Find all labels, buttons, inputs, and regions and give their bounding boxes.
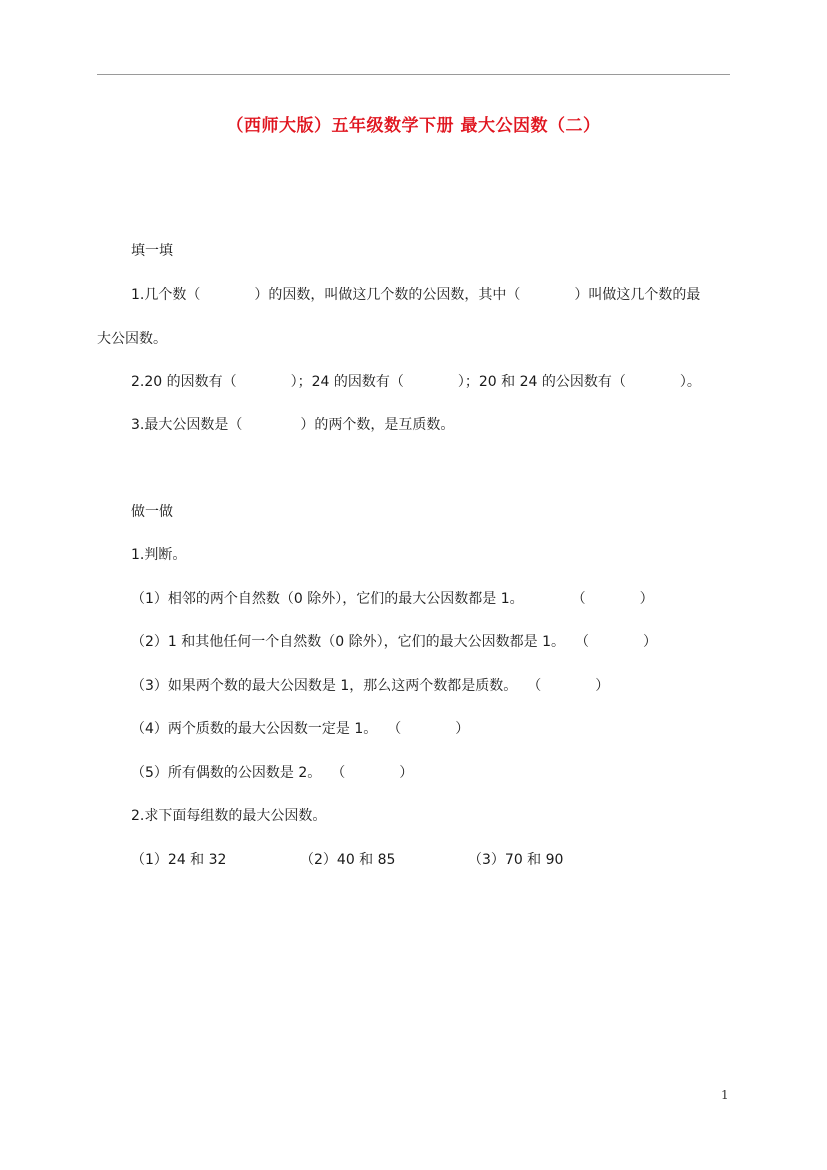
gcd-group-3: （3）70 和 90 — [468, 852, 564, 868]
fill-question-1 — [131, 285, 700, 305]
page-title: （西师大版）五年级数学下册 最大公因数（二） — [226, 116, 601, 136]
q2-part-b: ）；24 的因数有（ — [290, 374, 404, 390]
judge-item-4: （4）两个质数的最大公因数一定是 1。 （ ） — [131, 721, 470, 737]
section-heading-do: 做一做 — [131, 504, 173, 520]
gcd-question: 2.求下面每组数的最大公因数。 — [131, 808, 327, 824]
q1-part-a: 1.几个数（ — [131, 287, 201, 303]
fill-question-2 — [131, 372, 701, 392]
judge-item-1: （1）相邻的两个自然数（0 除外），它们的最大公因数都是 1。 （ ） — [131, 591, 654, 607]
gcd-group-2: （2）40 和 85 — [300, 852, 396, 868]
q3-part-a: 3.最大公因数是（ — [131, 417, 243, 433]
q2-part-d: ）。 — [679, 374, 701, 390]
page-number: 1 — [721, 1088, 729, 1102]
q2-part-a: 2.20 的因数有（ — [131, 374, 237, 390]
q1-part-c: ）叫做这几个数的最 — [574, 287, 701, 303]
judge-item-3: （3）如果两个数的最大公因数是 1，那么这两个数都是质数。 （ ） — [131, 678, 610, 694]
section-heading-fill: 填一填 — [131, 243, 173, 259]
gcd-group-1: （1）24 和 32 — [131, 852, 227, 868]
q1-part-b: ）的因数，叫做这几个数的公因数，其中（ — [254, 287, 521, 303]
judge-item-2: （2）1 和其他任何一个自然数（0 除外），它们的最大公因数都是 1。 （ ） — [131, 634, 657, 650]
header-rule — [97, 74, 730, 75]
q3-part-b: ）的两个数，是互质数。 — [300, 417, 455, 433]
judge-item-5: （5）所有偶数的公因数是 2。 （ ） — [131, 765, 414, 781]
q1-part-d: 大公因数。 — [97, 331, 167, 347]
fill-question-3 — [131, 415, 454, 435]
judge-question: 1.判断。 — [131, 547, 187, 563]
q2-part-c: ）；20 和 24 的公因数有（ — [457, 374, 626, 390]
